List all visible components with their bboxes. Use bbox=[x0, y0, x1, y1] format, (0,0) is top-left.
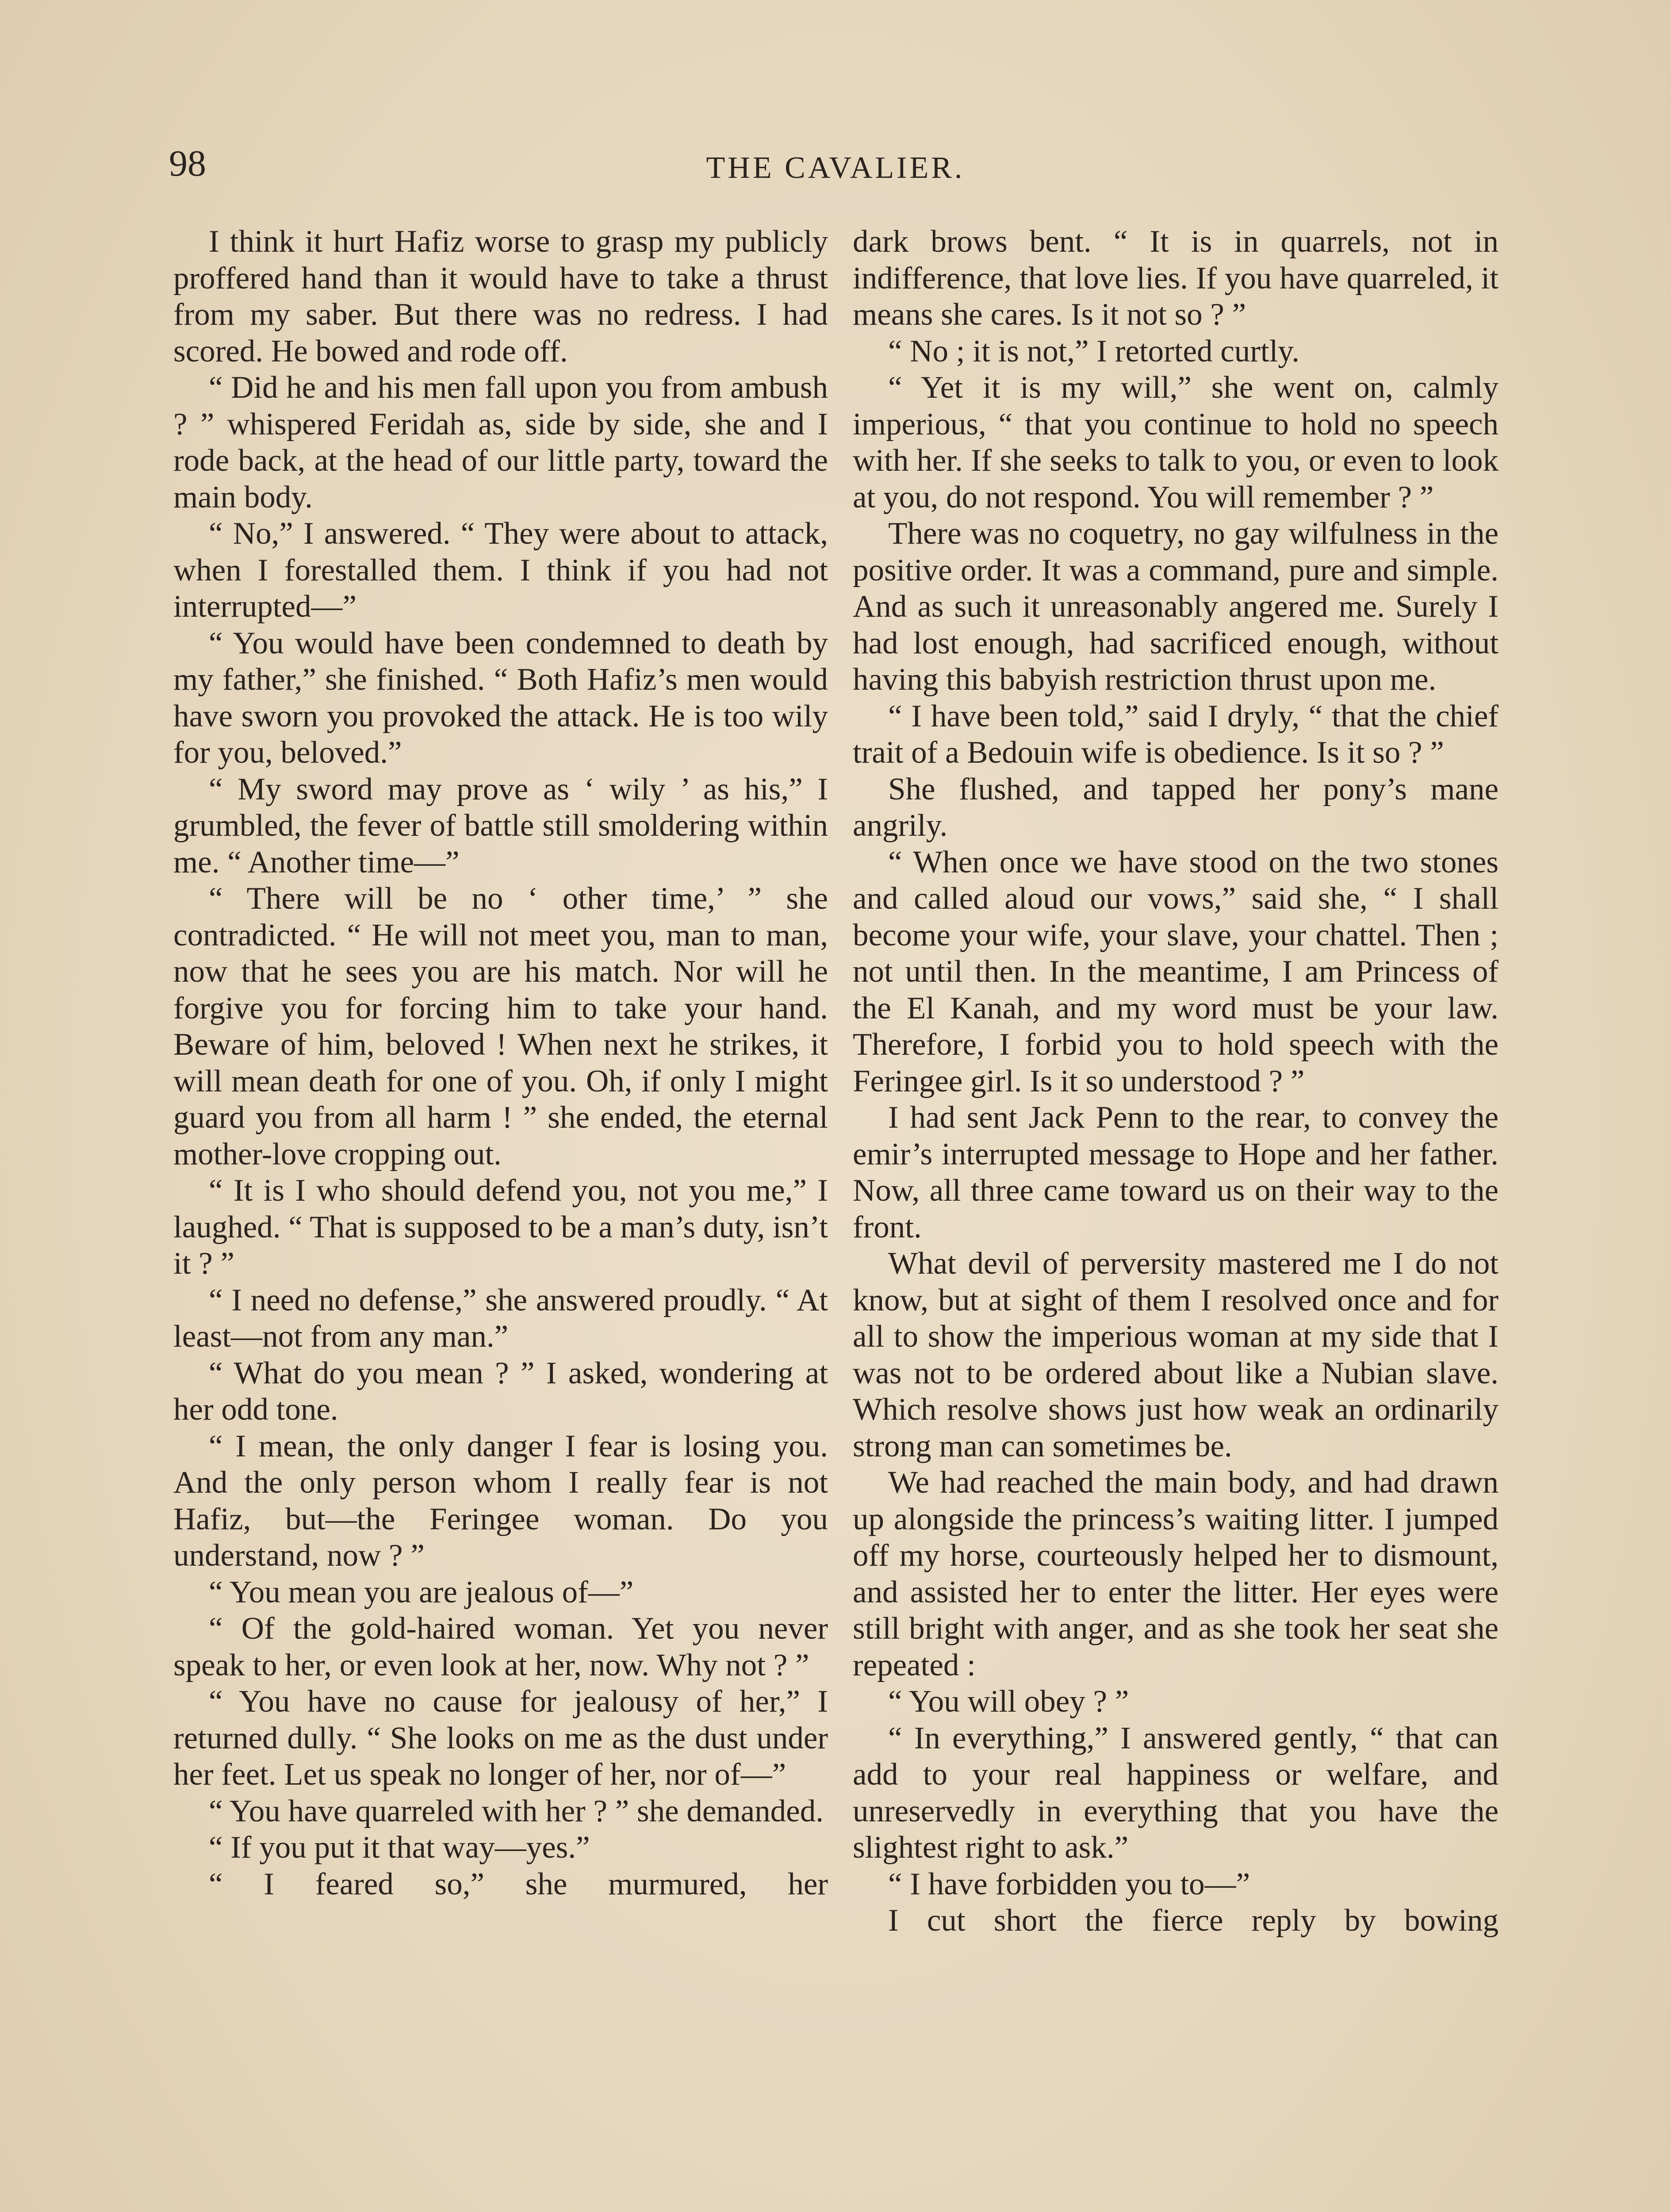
paragraph: “ I feared so,” she murmured, her bbox=[209, 1866, 828, 1901]
paragraph: “ When once we have stood on the two stones and called aloud our vows,” said she, “ I shall become your wife, your slave, your chattel. Then ; not until then. In the meantime, I am Princess of the El Kanah, and my word must be your law. Therefore, I forbid you to hold speech with the Feringee girl. Is it so understood ? ” bbox=[853, 845, 1499, 1098]
paragraph: “ I mean, the only danger I fear is losing you. And the only person whom I really fear is not Hafiz, but—the Feringee woman. Do you understand, now ? ” bbox=[173, 1429, 828, 1573]
running-title: THE CAVALIER. bbox=[706, 151, 965, 185]
paragraph: We had reached the main body, and had drawn up alongside the princess’s waiting litter. I jumped off my horse, courteously helped her to dismount, and assisted her to enter the litter. Her eyes were still bright with anger, and as she took her seat she repeated : bbox=[853, 1465, 1499, 1682]
paragraph: I think it hurt Hafiz worse to grasp my publicly proffered hand than it would have to take a thrust from my saber. But there was no redress. I had scored. He bowed and rode off. bbox=[173, 224, 828, 369]
paragraph: “ You would have been condemned to death by my father,” she finished. “ Both Hafiz’s men would have sworn you provoked the attack. He is too wily for you, beloved.” bbox=[173, 626, 828, 770]
paragraph: “ In everything,” I answered gently, “ that can add to your real happiness or welfare, and unreservedly in everything that you have the slightest right to ask.” bbox=[853, 1720, 1499, 1865]
paragraph: “ If you put it that way—yes.” bbox=[209, 1830, 590, 1865]
paragraph: “ You mean you are jealous of—” bbox=[209, 1575, 634, 1609]
paragraph: I cut short the fierce reply by bowing bbox=[888, 1903, 1499, 1938]
paragraph: She flushed, and tapped her pony’s mane angrily. bbox=[853, 772, 1499, 843]
paragraph: There was no coquetry, no gay wilfulness in the positive order. It was a command, pure and simple. And as such it unreasonably angered me. Surely I had lost enough, had sacrificed enough, without having this babyish restriction thrust upon me. bbox=[853, 516, 1499, 697]
paragraph: “ My sword may prove as ‘ wily ’ as his,” I grumbled, the fever of battle still smoldering within me. “ Another time—” bbox=[173, 772, 828, 879]
paragraph: “ No ; it is not,” I retorted curtly. bbox=[888, 334, 1299, 369]
paragraph: “ What do you mean ? ” I asked, wondering at her odd tone. bbox=[173, 1356, 828, 1427]
paragraph: What devil of perversity mastered me I do not know, but at sight of them I resolved once and for all to show the imperious woman at my side that I was not to be ordered about like a Nubian slave. Which resolve shows just how weak an ordinarily strong man can sometimes be. bbox=[853, 1246, 1499, 1463]
paragraph: “ I need no defense,” she answered proudly. “ At least—not from any man.” bbox=[173, 1283, 828, 1354]
paragraph: “ I have been told,” said I dryly, “ that the chief trait of a Bedouin wife is obedience. Is it so ? ” bbox=[853, 699, 1499, 770]
right-text-column bbox=[853, 223, 1499, 1939]
left-text-column bbox=[173, 223, 828, 1902]
page-number: 98 bbox=[169, 143, 206, 184]
paragraph: “ I have forbidden you to—” bbox=[888, 1866, 1250, 1901]
paragraph: “ No,” I answered. “ They were about to attack, when I forestalled them. I think if you had not interrupted—” bbox=[173, 516, 828, 624]
paragraph: “ It is I who should defend you, not you me,” I laughed. “ That is supposed to be a man’s duty, isn’t it ? ” bbox=[173, 1173, 828, 1281]
paragraph: “ Yet it is my will,” she went on, calmly imperious, “ that you continue to hold no speech with her. If she seeks to talk to you, or even to look at you, do not respond. You will remember ? ” bbox=[853, 370, 1499, 515]
paragraph: “ Of the gold-haired woman. Yet you never speak to her, or even look at her, now. Why not ? ” bbox=[173, 1611, 828, 1682]
paragraph: “ You have no cause for jealousy of her,” I returned dully. “ She looks on me as the dust under her feet. Let us speak no longer of her, nor of—” bbox=[173, 1684, 828, 1792]
paragraph: “ You have quarreled with her ? ” she demanded. bbox=[209, 1793, 824, 1828]
paragraph: I had sent Jack Penn to the rear, to convey the emir’s interrupted message to Hope and her father. Now, all three came toward us on their way to the front. bbox=[853, 1100, 1499, 1244]
paragraph: “ Did he and his men fall upon you from ambush ? ” whispered Feridah as, side by side, she and I rode back, at the head of our little party, toward the main body. bbox=[173, 370, 828, 515]
paragraph: dark brows bent. “ It is in quarrels, not in indifference, that love lies. If you have quarreled, it means she cares. Is it not so ? ” bbox=[853, 224, 1499, 332]
paragraph: “ There will be no ‘ other time,’ ” she contradicted. “ He will not meet you, man to man, now that he sees you are his match. Nor will he forgive you for forcing him to take your hand. Beware of him, beloved ! When next he strikes, it will mean death for one of you. Oh, if only I might guard you from all harm ! ” she ended, the eternal mother-love cropping out. bbox=[173, 881, 828, 1171]
paragraph: “ You will obey ? ” bbox=[888, 1684, 1129, 1719]
